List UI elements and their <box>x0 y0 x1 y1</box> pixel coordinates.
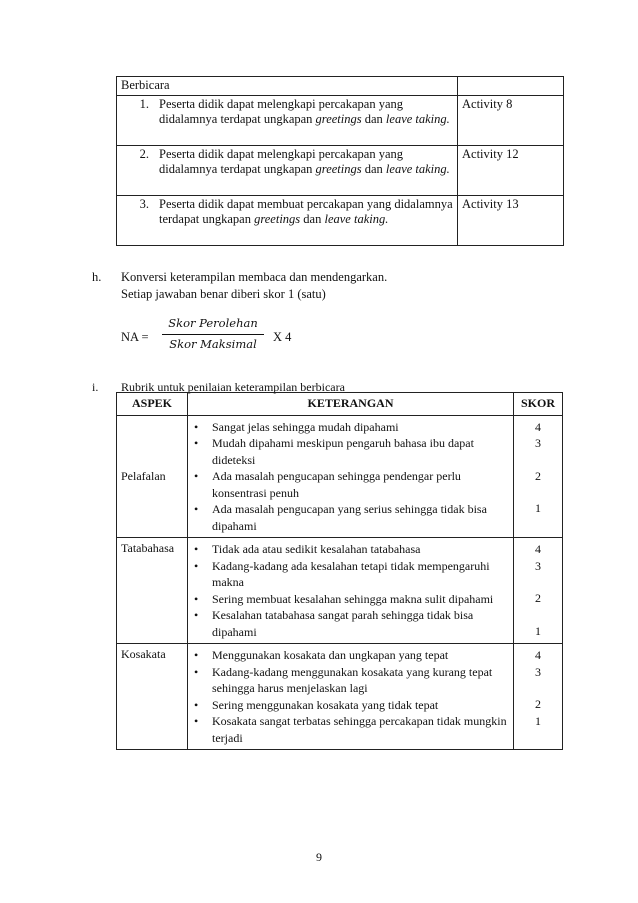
table-row <box>117 145 564 195</box>
score-value: 4 <box>535 648 541 662</box>
description-cell <box>188 644 514 750</box>
spacer <box>518 607 558 623</box>
score-value: 2 <box>535 591 541 605</box>
section-label: i. <box>92 380 99 394</box>
activity-text: Activity 13 <box>462 196 519 211</box>
criteria-list <box>192 647 509 746</box>
header-aspek: ASPEK <box>117 393 188 416</box>
list-item <box>194 419 509 436</box>
list-item-text: Mudah dipahami meskipun pengaruh bahasa ibu dapat dideteksi <box>212 436 474 467</box>
description-cell <box>188 415 514 538</box>
row-number-text: 2. <box>139 146 149 161</box>
bullet-icon: • <box>194 648 199 662</box>
fraction-bar <box>162 334 264 335</box>
list-item-text: Kesalahan tatabahasa sangat parah sehingga tidak bisa dipahami <box>212 608 474 639</box>
score-value: 2 <box>535 468 541 483</box>
score-cell <box>514 415 563 538</box>
desc-italic: greetings <box>315 162 362 176</box>
table-row <box>117 538 563 644</box>
bullet-icon: • <box>194 542 199 556</box>
section-text: Konversi keterampilan membaca dan mendengarkan. <box>121 270 388 284</box>
desc-text: dan <box>300 212 325 226</box>
table-header-empty <box>458 77 564 96</box>
desc-italic: greetings <box>315 112 362 126</box>
list-item <box>194 607 509 640</box>
formula-numerator: Skor Perolehan <box>168 316 258 330</box>
bullet-icon: • <box>194 419 199 434</box>
aspect-label: Pelafalan <box>121 468 166 483</box>
row-number <box>117 195 156 245</box>
score-cell <box>514 538 563 644</box>
desc-italic: leave taking <box>324 212 386 226</box>
spacer <box>518 484 558 500</box>
row-number-text: 3. <box>139 196 149 211</box>
section-text: Rubrik untuk penilaian keterampilan berbicara <box>121 380 345 394</box>
list-item <box>194 697 509 714</box>
row-activity <box>458 95 564 145</box>
table-row <box>117 77 564 96</box>
score-value: 3 <box>535 558 541 573</box>
desc-italic: leave taking <box>385 162 447 176</box>
row-number-text: 1. <box>139 96 149 111</box>
desc-text: Peserta didik dapat membuat percakapan yang didalamnya terdapat ungkapan <box>159 196 453 226</box>
table-row <box>117 95 564 145</box>
desc-italic: . <box>385 212 389 226</box>
score-cell <box>514 644 563 750</box>
score-value: 2 <box>535 697 541 711</box>
activity-text: Activity 12 <box>462 146 519 161</box>
desc-italic: . <box>446 162 450 176</box>
bullet-icon: • <box>194 591 199 606</box>
list-item <box>194 647 509 664</box>
score-value: 3 <box>535 664 541 679</box>
bullet-icon: • <box>194 502 199 516</box>
table-row <box>117 195 564 245</box>
activity-text: Activity 8 <box>462 96 513 111</box>
score-value: 4 <box>535 542 541 556</box>
row-number <box>117 145 156 195</box>
aspect-label: Kosakata <box>121 647 166 661</box>
desc-italic: . <box>446 112 450 126</box>
aspect-label: Tatabahasa <box>121 541 175 555</box>
list-item-text: Sering menggunakan kosakata yang tidak tepat <box>212 697 439 712</box>
score-value: 3 <box>535 436 541 450</box>
list-item <box>194 435 509 468</box>
spacer <box>518 574 558 590</box>
table-header-label: Berbicara <box>121 78 170 92</box>
aspect-cell <box>117 415 188 538</box>
criteria-list <box>192 541 509 640</box>
formula-multiplier: X 4 <box>273 330 292 344</box>
list-item <box>194 664 509 697</box>
aspect-cell <box>117 538 188 644</box>
list-item-text: Sering membuat kesalahan sehingga makna sulit dipahami <box>212 591 494 606</box>
table-header-cell <box>117 77 458 96</box>
list-item <box>194 541 509 558</box>
score-value: 1 <box>535 501 541 515</box>
list-item <box>194 591 509 608</box>
desc-italic: greetings <box>254 212 301 226</box>
table-row <box>117 644 563 750</box>
score-value: 1 <box>535 623 541 638</box>
desc-text: Peserta didik dapat melengkapi percakapan yang didalamnya terdapat ungkapan <box>159 146 404 176</box>
aspect-cell <box>117 644 188 750</box>
bullet-icon: • <box>194 558 199 573</box>
section-label: h. <box>92 270 102 284</box>
bullet-icon: • <box>194 469 199 483</box>
list-item <box>194 713 509 746</box>
bullet-icon: • <box>194 714 199 728</box>
list-item <box>194 558 509 591</box>
row-number <box>117 95 156 145</box>
description-cell <box>188 538 514 644</box>
formula-denominator: Skor Maksimal <box>169 336 257 351</box>
score-value: 4 <box>535 419 541 434</box>
spacer <box>518 452 558 468</box>
list-item-text: Kadang-kadang ada kesalahan tetapi tidak mempengaruhi makna <box>212 558 490 589</box>
header-skor: SKOR <box>514 393 563 416</box>
row-description <box>155 95 458 145</box>
table-header-row <box>117 393 563 416</box>
list-item <box>194 501 509 534</box>
list-item-text: Ada masalah pengucapan yang serius sehingga tidak bisa dipahami <box>212 502 487 533</box>
desc-text: Peserta didik dapat melengkapi percakapan yang didalamnya terdapat ungkapan <box>159 96 404 126</box>
bullet-icon: • <box>194 697 199 712</box>
table-row <box>117 415 563 538</box>
row-description <box>155 195 458 245</box>
desc-text: dan <box>361 162 386 176</box>
list-item-text: Ada masalah pengucapan sehingga pendengar perlu konsentrasi penuh <box>212 469 461 500</box>
criteria-list <box>192 419 509 535</box>
page-number: 9 <box>316 850 322 864</box>
list-item <box>194 468 509 501</box>
list-item-text: Kosakata sangat terbatas sehingga percakapan tidak mungkin terjadi <box>212 714 507 745</box>
header-keterangan: KETERANGAN <box>188 393 514 416</box>
rubric-table <box>116 392 563 750</box>
list-item-text: Sangat jelas sehingga mudah dipahami <box>212 419 399 434</box>
desc-italic: leave taking <box>385 112 447 126</box>
list-item-text: Tidak ada atau sedikit kesalahan tatabahasa <box>212 542 421 556</box>
row-activity <box>458 195 564 245</box>
desc-text: dan <box>361 112 386 126</box>
list-item-text: Kadang-kadang menggunakan kosakata yang kurang tepat sehingga harus menjelaskan lagi <box>212 664 493 695</box>
formula-fraction <box>158 316 268 352</box>
formula-lhs: NA = <box>121 330 149 344</box>
row-description <box>155 145 458 195</box>
row-activity <box>458 145 564 195</box>
score-value: 1 <box>535 713 541 728</box>
bullet-icon: • <box>194 436 199 450</box>
activity-table <box>116 76 564 246</box>
list-item-text: Menggunakan kosakata dan ungkapan yang tepat <box>212 648 449 662</box>
spacer <box>518 680 558 696</box>
bullet-icon: • <box>194 664 199 679</box>
bullet-icon: • <box>194 608 199 622</box>
section-text: Setiap jawaban benar diberi skor 1 (satu) <box>121 287 326 301</box>
